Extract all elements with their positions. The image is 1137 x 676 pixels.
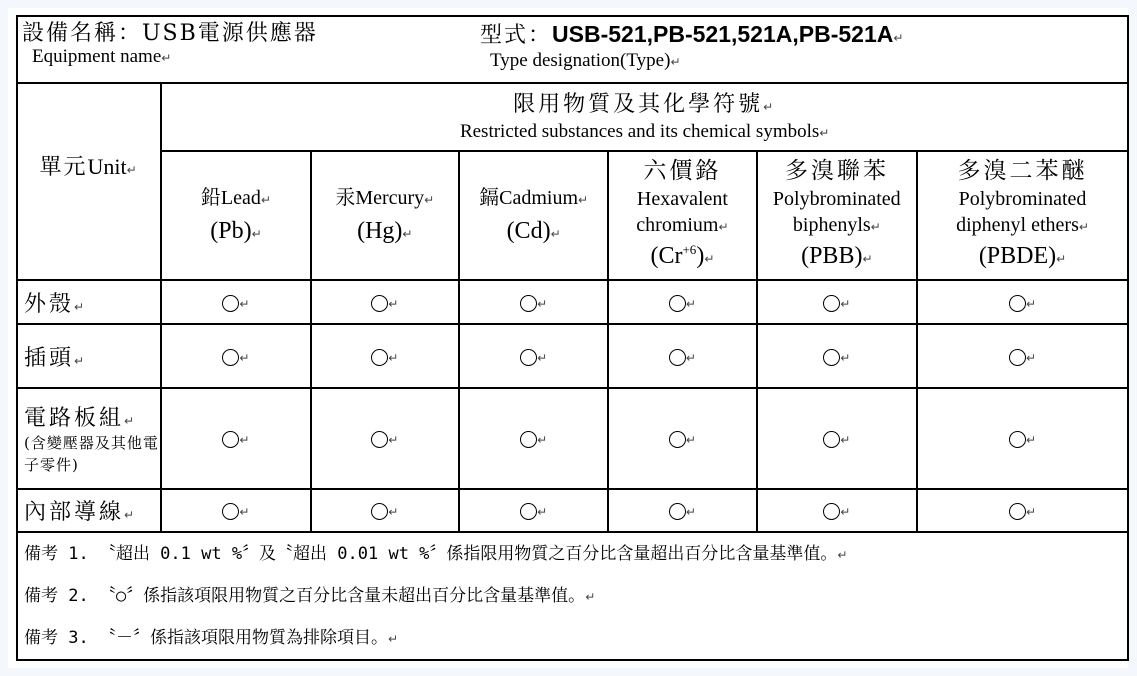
value-cell: ↵ bbox=[757, 324, 917, 388]
compliant-circle-icon bbox=[222, 503, 239, 520]
compliant-circle-icon bbox=[669, 503, 686, 520]
substance-chromium-symbol: (Cr bbox=[650, 243, 683, 269]
value-cell: ↵ bbox=[161, 489, 310, 532]
substance-header-row bbox=[17, 151, 1128, 280]
header-row bbox=[17, 16, 1128, 83]
substance-cadmium-symbol: (Cd) bbox=[506, 217, 551, 244]
notes-row bbox=[17, 532, 1128, 660]
value-cell: ↵ bbox=[311, 280, 459, 324]
equipment-name-block bbox=[22, 21, 318, 68]
substance-lead-symbol: (Pb) bbox=[210, 217, 252, 244]
value-cell: ↵ bbox=[459, 489, 608, 532]
part-name-cell: 內部導線↵ bbox=[17, 489, 161, 532]
substance-mercury-cell: 汞Mercury↵ (Hg)↵ bbox=[311, 151, 459, 280]
value-cell: ↵ bbox=[459, 280, 608, 324]
compliant-circle-icon bbox=[823, 431, 840, 448]
value-cell: ↵ bbox=[459, 324, 608, 388]
type-designation-zh: 型式：USB-521,PB-521,521A,PB-521A↵ bbox=[480, 21, 906, 48]
unit-header-cell: 單元Unit↵ bbox=[17, 83, 161, 280]
restricted-title-zh: 限用物質及其化學符號↵ bbox=[513, 91, 777, 117]
compliant-circle-icon bbox=[669, 349, 686, 366]
compliant-circle-icon bbox=[520, 295, 537, 312]
compliant-circle-icon bbox=[823, 503, 840, 520]
substance-chromium-sup: +6 bbox=[682, 242, 697, 257]
substance-lead-cell: 鉛Lead↵ (Pb)↵ bbox=[161, 151, 310, 280]
substance-pbde-symbol: (PBDE) bbox=[978, 243, 1057, 269]
compliant-circle-icon bbox=[1009, 295, 1026, 312]
type-designation-en: Type designation(Type)↵ bbox=[490, 50, 681, 71]
part-name-cell: 電路板組↵ (含變壓器及其他電子零件) bbox=[17, 388, 161, 489]
substance-mercury-symbol: (Hg) bbox=[357, 217, 403, 244]
value-cell: ↵ bbox=[917, 489, 1128, 532]
value-cell: ↵ bbox=[608, 280, 756, 324]
substance-mercury-en: Mercury bbox=[355, 186, 425, 209]
compliant-circle-icon bbox=[669, 295, 686, 312]
note-2: 備考 2. 〝○〞係指該項限用物質之百分比含量未超出百分比含量基準值。↵ bbox=[24, 586, 596, 606]
value-cell: ↵ bbox=[161, 388, 310, 489]
value-cell: ↵ bbox=[608, 388, 756, 489]
substance-cadmium-en: Cadmium bbox=[499, 186, 579, 209]
value-cell: ↵ bbox=[161, 280, 310, 324]
value-cell: ↵ bbox=[161, 324, 310, 388]
substance-pbb-en1: Polybrominated bbox=[772, 188, 901, 210]
note-1: 備考 1. 〝超出 0.1 wt %〞及〝超出 0.01 wt %〞係指限用物質之百分比含量超出百分比含量基準值。↵ bbox=[24, 544, 848, 564]
compliant-circle-icon bbox=[371, 503, 388, 520]
substance-chromium-zh: 六價鉻 bbox=[643, 158, 722, 184]
table-row bbox=[17, 324, 1128, 388]
header-cell bbox=[17, 16, 1128, 83]
part-name: 內部導線 bbox=[24, 500, 125, 525]
part-name: 外殼 bbox=[24, 291, 75, 317]
part-name-cell: 外殼↵ bbox=[17, 280, 161, 324]
value-cell: ↵ bbox=[311, 324, 459, 388]
compliant-circle-icon bbox=[371, 431, 388, 448]
substance-chromium-symbol-line: $(Cr^{+6})↵$ bbox=[650, 242, 715, 269]
value-cell: ↵ bbox=[311, 489, 459, 532]
part-name-note: (含變壓器及其他電子零件) bbox=[24, 434, 159, 474]
value-cell: ↵ bbox=[917, 324, 1128, 388]
substance-cadmium-cell: 鎘Cadmium↵ (Cd)↵ bbox=[459, 151, 608, 280]
substance-pbde-en2: diphenyl ethers bbox=[956, 214, 1079, 236]
value-cell: ↵ bbox=[608, 489, 756, 532]
table-row bbox=[17, 280, 1128, 324]
substance-cadmium-zh: 鎘 bbox=[479, 184, 500, 209]
substance-chromium-en1: Hexavalent bbox=[636, 188, 728, 210]
compliant-circle-icon bbox=[823, 295, 840, 312]
value-cell: ↵ bbox=[459, 388, 608, 489]
restricted-title-en: Restricted substances and its chemical symbols↵ bbox=[459, 120, 830, 142]
value-cell: ↵ bbox=[757, 280, 917, 324]
compliant-circle-icon bbox=[371, 295, 388, 312]
substance-pbde-zh: 多溴二苯醚 bbox=[957, 158, 1088, 184]
type-designation-block bbox=[480, 21, 905, 72]
value-cell: ↵ bbox=[608, 324, 756, 388]
value-cell: ↵ bbox=[917, 388, 1128, 489]
substance-pbde-cell: 多溴二苯醚 Polybrominated diphenyl ethers↵ (PBDE)↵ bbox=[917, 151, 1128, 280]
compliant-circle-icon bbox=[520, 431, 537, 448]
substance-pbb-cell: 多溴聯苯 Polybrominated biphenyls↵ (PBB)↵ bbox=[757, 151, 917, 280]
compliant-circle-icon bbox=[222, 349, 239, 366]
value-cell: ↵ bbox=[757, 489, 917, 532]
substance-pbde-en1: Polybrominated bbox=[958, 188, 1087, 210]
value-cell: ↵ bbox=[311, 388, 459, 489]
substance-chromium-cell: 六價鉻 Hexavalent chromium↵ $(Cr^{+6})↵$ bbox=[608, 151, 756, 280]
substance-mercury-zh: 汞 bbox=[335, 184, 356, 209]
compliant-circle-icon bbox=[222, 431, 239, 448]
substance-lead-en: Lead bbox=[220, 186, 261, 209]
equipment-name-en: Equipment name↵ bbox=[32, 46, 172, 67]
table-row bbox=[17, 388, 1128, 489]
rohs-table bbox=[16, 15, 1129, 661]
value-cell: ↵ bbox=[757, 388, 917, 489]
compliant-circle-icon bbox=[669, 431, 686, 448]
compliant-circle-icon bbox=[823, 349, 840, 366]
compliant-circle-icon bbox=[371, 349, 388, 366]
compliant-circle-icon bbox=[222, 295, 239, 312]
substance-pbb-symbol: (PBB) bbox=[801, 243, 863, 269]
value-cell: ↵ bbox=[917, 280, 1128, 324]
unit-label-en: Unit bbox=[87, 154, 127, 179]
compliant-circle-icon bbox=[520, 349, 537, 366]
restricted-title-row bbox=[17, 83, 1128, 151]
part-name: 電路板組 bbox=[24, 406, 125, 431]
unit-label-zh: 單元 bbox=[39, 155, 88, 180]
substance-chromium-en2: chromium bbox=[636, 214, 719, 236]
substance-pbb-zh: 多溴聯苯 bbox=[784, 158, 889, 184]
rohs-declaration-sheet bbox=[8, 8, 1128, 668]
compliant-circle-icon bbox=[1009, 431, 1026, 448]
compliant-circle-icon bbox=[1009, 503, 1026, 520]
type-models: USB-521,PB-521,521A,PB-521A bbox=[552, 21, 894, 47]
part-name-cell: 插頭↵ bbox=[17, 324, 161, 388]
notes-cell bbox=[17, 532, 1128, 660]
substance-chromium-symbol-end: ) bbox=[696, 243, 705, 269]
substance-lead-zh: 鉛 bbox=[200, 184, 221, 209]
part-name: 插頭 bbox=[24, 345, 75, 371]
table-row bbox=[17, 489, 1128, 532]
substance-pbb-en2: biphenyls bbox=[792, 214, 871, 236]
note-3: 備考 3. 〝－〞係指該項限用物質為排除項目。↵ bbox=[24, 628, 399, 648]
restricted-title-cell bbox=[161, 83, 1128, 151]
equipment-name-zh: 設備名稱：USB電源供應器 bbox=[22, 21, 318, 46]
compliant-circle-icon bbox=[520, 503, 537, 520]
compliant-circle-icon bbox=[1009, 349, 1026, 366]
